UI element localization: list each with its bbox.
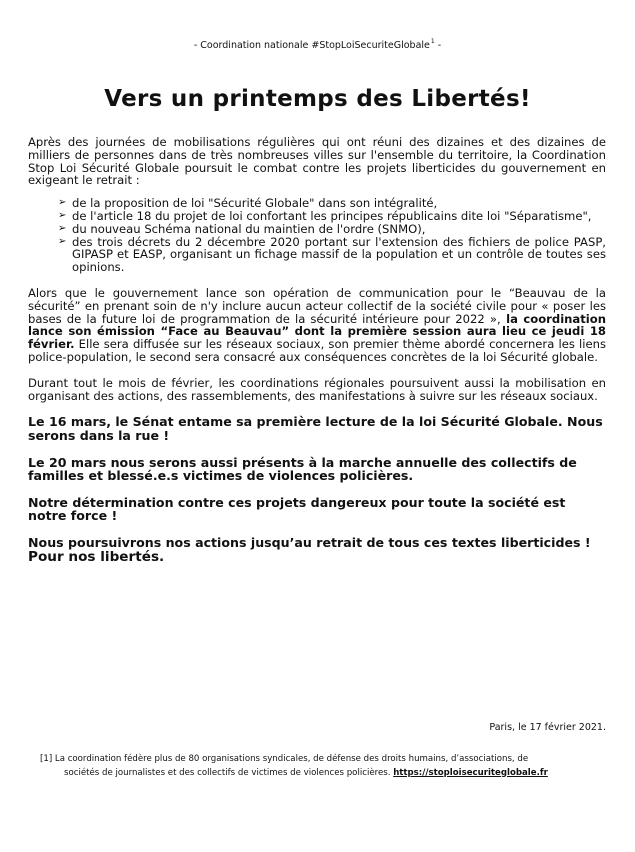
document-title: Vers un printemps des Libertés!: [104, 86, 531, 112]
list-item-text: de la proposition de loi "Sécurité Globale" dans son intégralité,: [72, 196, 438, 211]
statement-actions: Nous poursuivrons nos actions jusqu’au retrait de tous ces textes liberticides !: [28, 534, 591, 550]
list-item-text: des trois décrets du 2 décembre 2020 portant sur l'extension des fichiers de police PASP, GIPASP et EASP, organisant un fichage massif de la population et un contrôle de toutes ses opinions.: [72, 234, 606, 275]
list-item-text: du nouveau Schéma national du maintien de l'ordre (SNMO),: [72, 221, 426, 236]
demands-list: [28, 197, 606, 274]
footnote-text: sociétés de journalistes et des collectifs de victimes de violences policières.: [64, 767, 394, 778]
statement-determination: Notre détermination contre ces projets dangereux pour toute la société est notre force !: [28, 494, 566, 524]
footnote-line-2: [40, 767, 610, 781]
list-item-text: de l'article 18 du projet de loi confortant les principes républicains dite loi "Séparatisme",: [72, 208, 592, 223]
header-text: - Coordination nationale #StopLoiSecuriteGlobale: [193, 40, 430, 51]
footnote: [40, 753, 610, 780]
intro-paragraph: Après des journées de mobilisations régulières qui ont réuni des dizaines et des dizaines de milliers de personnes dans de très nombreuses villes sur l'ensemble du territoire, la Coordination Stop Loi Sécurité Globale poursuit le combat contre les projets liberticides du gouvernement en exigeant le retrait :: [28, 135, 606, 188]
beauvau-text: Alors que le gouvernement lance son opération de communication pour le “Beauvau de la sécurité” en prenant soin de n'y inclure aucun acteur collectif de la société civile pour « poser les bases de la future loi de programmation de la sécurité intérieure pour 2022 »,: [28, 285, 606, 326]
signature-date: Paris, le 17 février 2021.: [489, 722, 606, 733]
document-body: [28, 136, 606, 564]
arrow-bullet-icon: ➢: [58, 235, 67, 247]
statement-marche: Le 20 mars nous serons aussi présents à la marche annuelle des collectifs de familles et blessé.e.s victimes de violences policières.: [28, 454, 577, 484]
beauvau-bold-text: la coordination lance son émission “Face au Beauvau” dont la première session aura lieu ce jeudi 18 février.: [28, 311, 606, 352]
page-header: [0, 40, 635, 51]
beauvau-text-end: Elle sera diffusée sur les réseaux sociaux, son premier thème abordé concernera les liens police-population, le second sera consacré aux conséquences concrètes de la loi Sécurité globale.: [28, 337, 606, 364]
arrow-bullet-icon: ➢: [58, 197, 67, 209]
beauvau-paragraph: [28, 287, 606, 364]
arrow-bullet-icon: ➢: [58, 222, 67, 234]
website-link[interactable]: https://stoploisecuriteglobale.fr: [393, 767, 548, 778]
arrow-bullet-icon: ➢: [58, 209, 67, 221]
statement-senat: Le 16 mars, le Sénat entame sa première lecture de la loi Sécurité Globale. Nous serons dans la rue !: [28, 414, 603, 443]
list-item: [58, 236, 606, 274]
footnote-reference[interactable]: 1: [430, 38, 435, 45]
closing-line: Pour nos libertés.: [28, 548, 165, 565]
header-suffix: -: [434, 40, 442, 51]
mobilisation-paragraph: Durant tout le mois de février, les coordinations régionales poursuivent aussi la mobilisation en organisant des actions, des rassemblements, des manifestations à suivre sur les réseaux sociaux.: [28, 375, 606, 403]
footnote-line: [1] La coordination fédère plus de 80 organisations syndicales, de défense des droits humains, d’associations, de: [40, 754, 529, 764]
